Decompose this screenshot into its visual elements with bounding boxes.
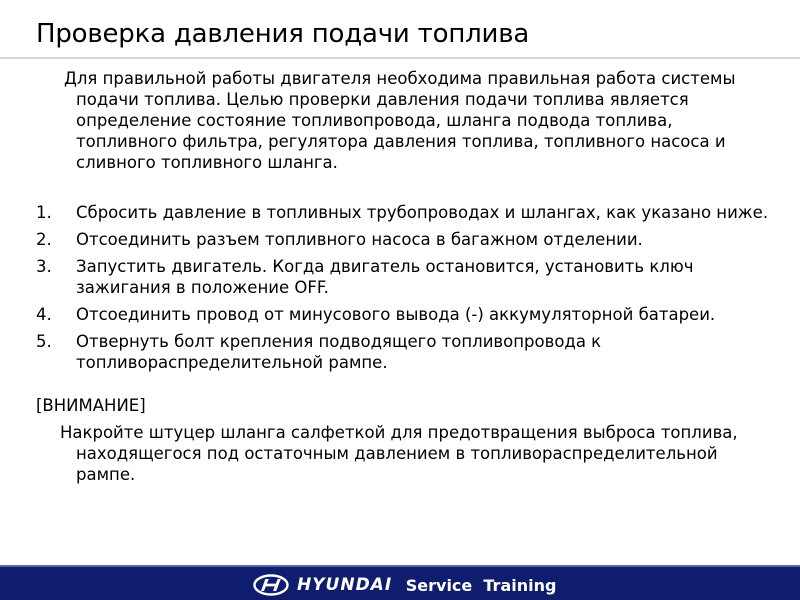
step-text: Запустить двигатель. Когда двигатель остановится, установить ключ зажигания в положение OFF. xyxy=(76,257,694,297)
step-item xyxy=(36,331,776,373)
step-number: 1. xyxy=(36,203,52,222)
title-divider xyxy=(0,57,800,59)
page-title: Проверка давления подачи топлива xyxy=(36,19,530,49)
step-text: Отсоединить разъем топливного насоса в багажном отделении. xyxy=(76,230,643,249)
step-number: 2. xyxy=(36,230,52,249)
steps-list xyxy=(36,202,776,373)
intro-paragraph: Для правильной работы двигателя необходима правильная работа системы подачи топлива. Целью проверки давления подачи топлива является определение состояние топливопровода, шланга подвода топлива, топливного фильтра, регулятора давления топлива, топливного насоса и сливного топливного шланга. xyxy=(64,69,736,172)
step-number: 3. xyxy=(36,257,52,276)
brand-name: HYUNDAI xyxy=(297,575,393,595)
brand-lockup xyxy=(253,573,556,597)
step-text: Отсоединить провод от минусового вывода (-) аккумуляторной батареи. xyxy=(76,305,716,324)
step-number: 5. xyxy=(36,332,52,351)
step-text: Сбросить давление в топливных трубопроводах и шлангах, как указано ниже. xyxy=(76,203,769,222)
hyundai-logo-icon xyxy=(253,574,289,596)
notice-heading: [ВНИМАНИЕ] xyxy=(36,396,146,415)
step-number: 4. xyxy=(36,305,52,324)
footer-bar xyxy=(0,565,800,600)
slide-content xyxy=(36,68,776,485)
step-item xyxy=(36,304,776,325)
footer-caption: Service Training xyxy=(400,575,557,595)
notice-text: Накройте штуцер шланга салфеткой для предотвращения выброса топлива, находящегося под остаточным давлением в топливораспределительной рампе. xyxy=(60,423,738,484)
step-item xyxy=(36,229,776,250)
step-item xyxy=(36,202,776,223)
step-item xyxy=(36,256,776,298)
step-text: Отвернуть болт крепления подводящего топливопровода к топливораспределительной рампе. xyxy=(76,332,602,372)
